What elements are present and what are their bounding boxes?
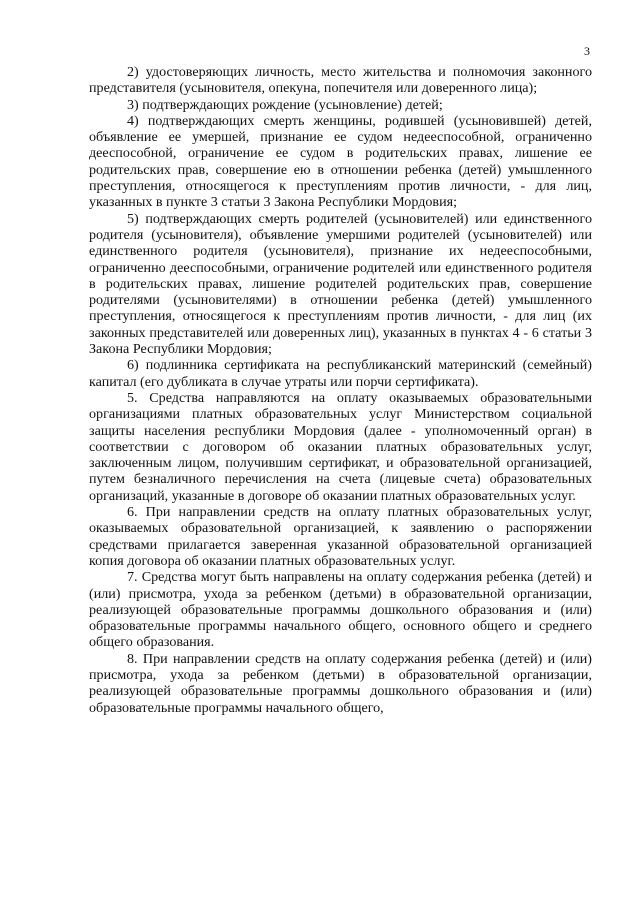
paragraph-item-3: 3) подтверждающих рождение (усыновление) детей; bbox=[127, 96, 443, 113]
paragraph-item-5: 5) подтверждающих смерть родителей (усыновителей) или единственного родителя (усыновителя), объявление умершими родителей (усыновителей) или единственного родителя (усыновителя), признание их недееспособными, ограниченно дееспособными, ограничение родителей или единственного родителя в родительских правах, лишение родителей родительских прав, совершение родителями (усыновителями) в отношении ребенка (детей) умышленного преступления, относящегося к преступлениям против личности, - для лиц (их законных представителей или доверенных лиц), указанных в пунктах 4 - 6 статьи 3 Закона Республики Мордовия; bbox=[89, 210, 592, 358]
paragraph-clause-8: 8. При направлении средств на оплату содержания ребенка (детей) и (или) присмотра, ухода за ребенком (детьми) в образовательной организации, реализующей образовательные программы дошкольного образования и (или) образовательные программы начального общего, bbox=[89, 650, 592, 716]
paragraph-clause-6: 6. При направлении средств на оплату платных образовательных услуг, оказываемых образовательной организацией, к заявлению о распоряжении средствами прилагается заверенная указанной образовательной организацией копия договора об оказании платных образовательных услуг. bbox=[89, 504, 592, 569]
paragraph-clause-7: 7. Средства могут быть направлены на оплату содержания ребенка (детей) и (или) присмотра, ухода за ребенком (детьми) в образовательной организации, реализующей образовательные программы дошкольного образования и (или) образовательные программы начального общего, основного общего и среднего общего образования. bbox=[89, 569, 592, 651]
paragraph-item-4: 4) подтверждающих смерть женщины, родившей (усыновившей) детей, объявление ее умершей, признание ее судом недееспособной, ограниченно дееспособной, ограничение ее судом в родительских правах, лишение ее родительских прав, совершение ею в отношении ребенка (детей) умышленного преступления, относящегося к преступлениям против личности, - для лиц, указанных в пункте 3 статьи 3 Закона Республики Мордовия; bbox=[89, 112, 592, 211]
paragraph-clause-5: 5. Средства направляются на оплату оказываемых образовательными организациями платных образовательных услуг Министерством социальной защиты населения республики Мордовия (далее - уполномоченный орган) в соответствии с договором об оказании платных образовательных услуг, заключенным лицом, получившим сертификат, и образовательной организацией, путем безналичного перечисления на счета (лицевые счета) образовательных организаций, указанные в договоре об оказании платных образовательных услуг. bbox=[89, 389, 592, 504]
paragraph-item-2: 2) удостоверяющих личность, место жительства и полномочия законного представителя (усыновителя, опекуна, попечителя или доверенного лица); bbox=[89, 64, 592, 97]
page-number: 3 bbox=[584, 44, 590, 58]
document-body bbox=[89, 64, 592, 716]
paragraph-item-6: 6) подлинника сертификата на республиканский материнский (семейный) капитал (его дубликата в случае утраты или порчи сертификата). bbox=[89, 357, 592, 390]
